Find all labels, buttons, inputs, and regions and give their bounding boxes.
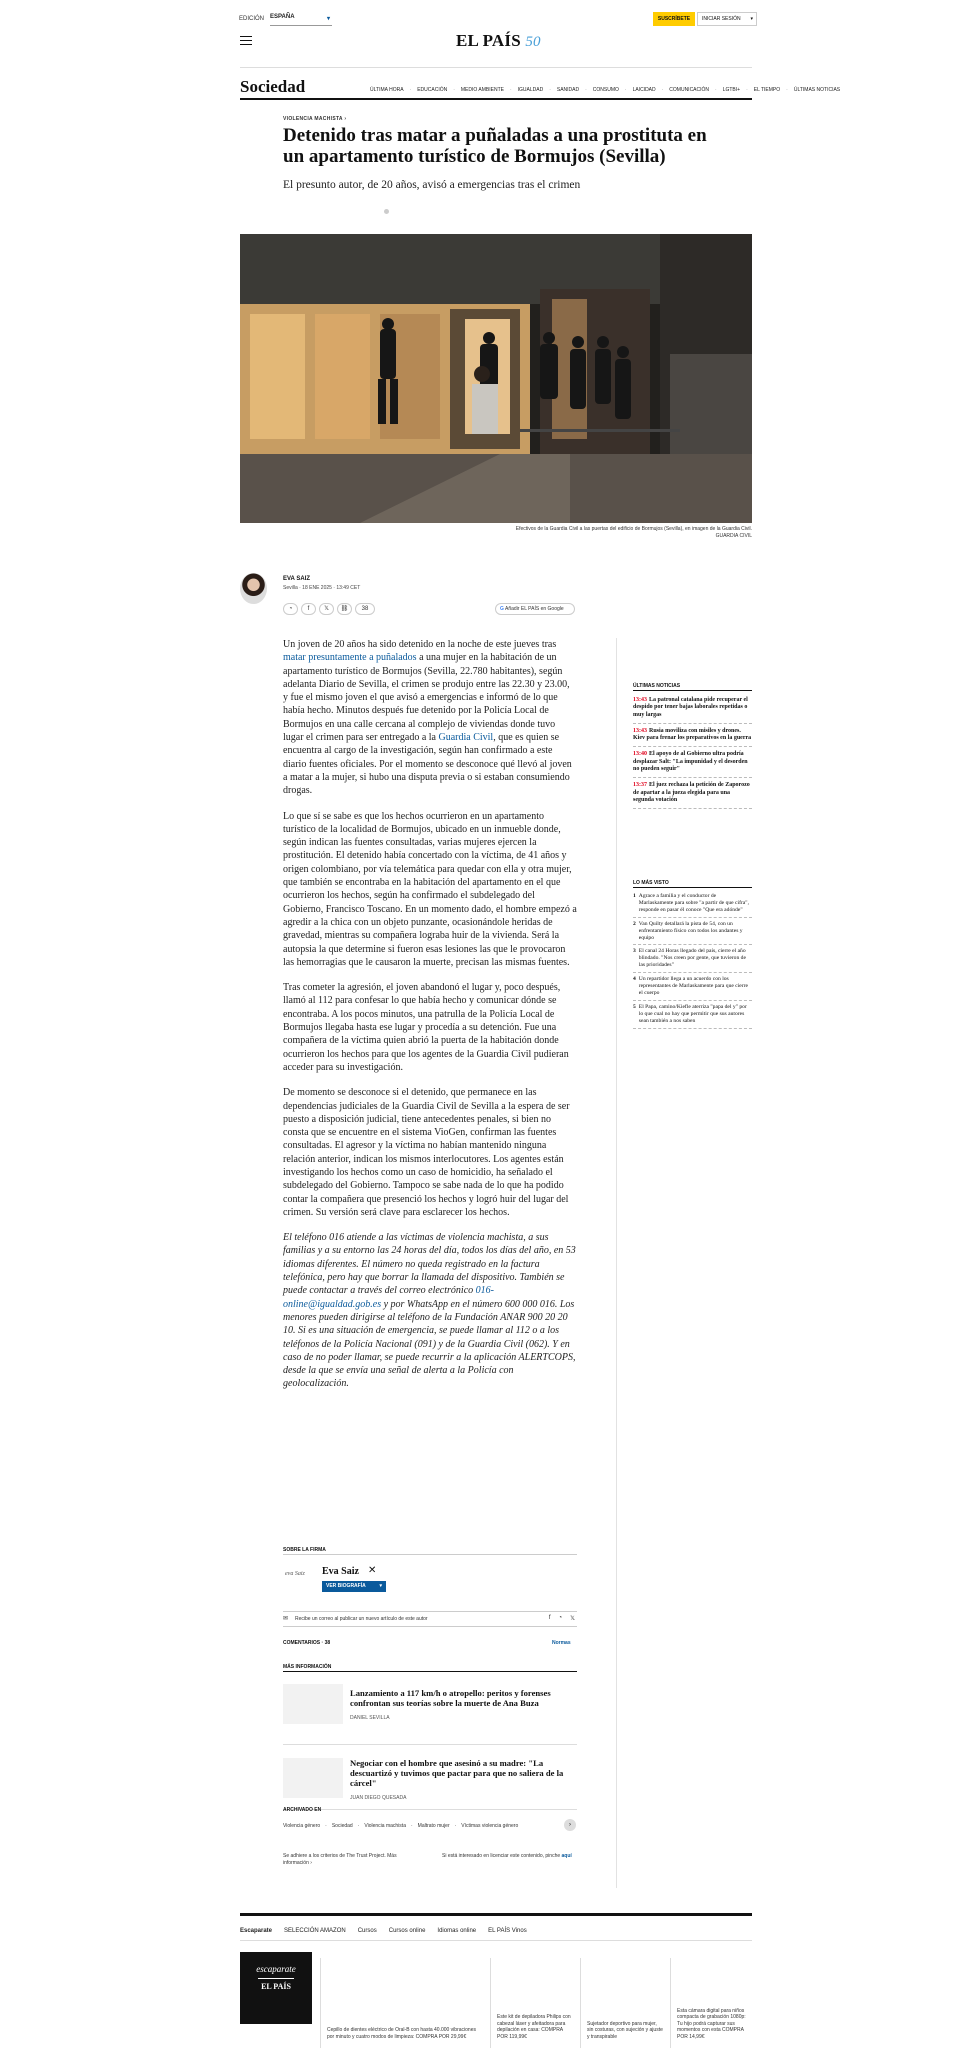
promo-card[interactable] (320, 1958, 490, 2048)
section-nav-item[interactable]: · COMUNICACIÓN (662, 87, 709, 93)
related-byline: DANIEL SEVILLA (350, 1715, 390, 1721)
author-alert-row[interactable] (283, 1611, 577, 1627)
google-icon: G (500, 606, 504, 612)
related-article[interactable] (283, 1752, 577, 1810)
related-byline: JUAN DIEGO QUESADA (350, 1795, 407, 1801)
most-viewed-title: LO MÁS VISTO (633, 880, 669, 886)
most-viewed-list (633, 893, 752, 1032)
comments-count: 38 (361, 606, 369, 612)
paragraph: Tras cometer la agresión, el joven abandonó el lugar y, poco después, llamó al 112 para confesar lo que había hecho y comunicar dónde se encontraba. A los pocos minutos, una patrulla de la Policía Local de Bormujos llegaba hasta ese lugar y procedía a su detención. Fue una compañera de la víctima quien abrió la puerta de la habitación donde ocurrieron los hechos para que los agentes de la Guardia Civil pudieran acceder para su investigación. (283, 982, 569, 1073)
article-headline: Detenido tras matar a puñaladas a una prostituta en un apartamento turístico de Bormujos (Sevilla) (283, 125, 707, 167)
more-info-divider (283, 1671, 577, 1672)
tag-link[interactable]: Violencia género (283, 1823, 321, 1829)
comments-norms-link[interactable]: Normas (552, 1640, 571, 1646)
related-headline: Negociar con el hombre que asesinó a su madre: "La descuartizó y tuvimos que pactar para que no saliera de la cárcel" (350, 1758, 564, 1788)
subscribe-button[interactable]: SUSCRÍBETE (653, 12, 695, 26)
footer-nav-item[interactable]: EL PAÍS Vinos (488, 1928, 527, 1934)
rank-number: 1 (633, 893, 636, 899)
x-icon[interactable]: 𝕏 (570, 1616, 575, 1622)
author-alert-text: Recibe un correo al publicar un nuevo artículo de este autor (295, 1616, 428, 1622)
paragraph: Lo que sí se sabe es que los hechos ocurrieron en un apartamento turístico de la localidad de Bormujos, ubicado en un inmueble donde, según indican las fuentes consultadas, varias mujeres ejercen la prostitución. El detenido había concertado con la víctima, de 41 años y origen colombiano, por vía telemática para quedar con ella y otra mujer, que también se encontraba en la habitación del apartamento en el que ocurrieron los hechos, según ha confirmado el subdelegado del Gobierno, Francisco Toscano. En un momento dado, el hombre empezó a agredir a la chica con un objeto punzante, ocasionándole heridas de gravedad, mientras su compañera lograba huir de la vivienda. Será la autopsia la que determine si fueron esas lesiones las que le provocaron las hemorragias que le causaron la muerte, precisan las mismas fuentes. (283, 810, 577, 968)
google-preferred-button[interactable] (495, 603, 575, 615)
section-nav-item[interactable]: · SANIDAD (549, 87, 579, 93)
section-nav-item[interactable]: · ÚLTIMAS NOTICIAS (786, 87, 840, 93)
article-photo[interactable] (240, 234, 752, 523)
section-nav (370, 87, 840, 93)
edition-value: ESPAÑA (270, 14, 295, 20)
news-text: El juez rechaza la petición de Zaporozo de apartar a la jueza elegida para una segunda votación (633, 782, 750, 803)
promo-card[interactable] (670, 1958, 752, 2048)
promo-text: Cepillo de dientes eléctrico de Oral-B con hasta 40.000 vibraciones por minuto y cuatro modos de limpieza: COMPRA POR 29,99€ (327, 2027, 476, 2040)
logo-text: EL PAÍS (456, 31, 521, 50)
menu-icon[interactable] (240, 36, 252, 45)
paragraph-text: El teléfono 016 atiende a las víctimas de violencia machista, a sus familias y a su entorno las 24 horas del día, todos los días del año, en 53 idiomas diferentes. El número no queda registrado en la factura telefónica, pero hay que borrar la llamada del dispositivo. También se puede contactar a través del correo electrónico (283, 1232, 576, 1297)
related-article[interactable] (283, 1678, 577, 1745)
related-headline: Lanzamiento a 117 km/h o atropello: peritos y forenses confrontan sus teorías sobre la muerte de Ana Buza (350, 1688, 551, 1708)
section-nav-item[interactable]: · EDUCACIÓN (410, 87, 448, 93)
section-nav-item[interactable]: ÚLTIMA HORA (370, 87, 404, 93)
trust-project-note[interactable]: Se adhiere a los criterios de The Trust Project. Más información › (283, 1853, 397, 1866)
about-author-divider (283, 1554, 577, 1555)
latest-news-item[interactable] (633, 697, 752, 724)
share-icons (549, 1615, 575, 1622)
most-viewed-item[interactable] (633, 893, 752, 918)
section-nav-item[interactable]: · LGTBI+ (715, 87, 740, 93)
x-icon[interactable]: 𝕏 (319, 603, 334, 615)
footer-nav (240, 1928, 527, 1934)
most-viewed-text: Van Quilty detallará la pista de 54, con un enfrentamiento físico con todos los andantes y equipo (638, 920, 743, 941)
paragraph-text: , que es quien se encuentra al cargo de la investigación, según han confirmado a este diario fuentes oficiales. Por el momento se desconoce qué llevó al joven a matar a la mujer, si hubo una disputa previa o si estaban consumiendo drogas. (283, 732, 572, 797)
section-divider (240, 67, 752, 68)
most-viewed-text: Agrace a familia y el conductor de Marlaskamente para sobre "a partir de que cifra", responde en pasar él conoce "Que era adónde" (638, 893, 749, 913)
paragraph-link[interactable]: matar presuntamente a puñalados (283, 652, 417, 664)
chevron-down-icon: ▾ (750, 16, 753, 22)
author-name[interactable]: EVA SAIZ (283, 576, 311, 582)
photo-caption-text: Efectivos de la Guardia Civil a las puertas del edificio de Bormujos (Sevilla), en imagen de la Guardia Civil. (515, 526, 752, 532)
chevron-down-icon: ▾ (326, 16, 330, 22)
tag-link[interactable]: · Sociedad (325, 1823, 353, 1829)
facebook-icon[interactable]: f (548, 1615, 551, 1621)
login-button[interactable] (697, 12, 757, 26)
edition-select[interactable] (270, 14, 332, 26)
rank-number: 4 (633, 976, 636, 983)
paragraph: De momento se desconoce si el detenido, que permanece en las dependencias judiciales de la Guardia Civil de Sevilla a la espera de ser puesto a disposición judicial, tiene antecedentes penales, si bien no consta que se encuentre en el sistema VioGen, confirman las fuentes consultadas. El agresor y la víctima no habían mantenido ninguna relación anterior, indican los mismos interlocutores. Los agentes están investigando los hechos como un caso de homicidio, ha señalado el subdelegado del Gobierno. Tampoco se sabe nada de lo que ha podido contar la compañera que presenció los hechos y logró huir del lugar del crimen. Su versión será clave para esclarecer los hechos. (283, 1087, 570, 1218)
sidebar-divider (616, 638, 617, 1888)
google-label: Añadir EL PAÍS en Google (505, 606, 564, 612)
author-signature: eva Saiz (285, 1571, 305, 1577)
whatsapp-icon[interactable]: ◔ (558, 1615, 563, 1621)
promo-card[interactable] (490, 1958, 580, 2048)
archived-title: ARCHIVADO EN (283, 1807, 322, 1813)
email-link[interactable]: 016-online@igualdad.gob.es (283, 1285, 494, 1310)
promo-text: Sujetador deportivo para mujer, sin costuras, con sujeción y ajuste y transpirable (587, 2020, 663, 2040)
article-subhead: El presunto autor, de 20 años, avisó a emergencias tras el crimen (283, 179, 581, 191)
rank-number: 5 (633, 1003, 636, 1010)
whatsapp-icon[interactable]: ◔ (283, 603, 298, 615)
most-viewed-item[interactable] (633, 1004, 752, 1029)
photo-credit: GUARDIA CIVIL (715, 533, 752, 539)
related-thumbnail (283, 1684, 343, 1724)
tag-link[interactable]: · Víctimas violencia género (455, 1823, 519, 1829)
more-info-title: MÁS INFORMACIÓN (283, 1664, 332, 1670)
most-viewed-item[interactable] (633, 948, 752, 973)
news-text: La patronal catalana pide recuperar el despido por tener bajas laborales repetidas o muy largas (633, 697, 748, 718)
section-underline (240, 98, 752, 100)
latest-news-underline (633, 690, 752, 691)
footer-nav-item[interactable]: Cursos (357, 1928, 377, 1934)
logo-badge: 50 (525, 34, 541, 50)
section-nav-item[interactable]: · LAICIDAD (625, 87, 656, 93)
edition-label: EDICIÓN (239, 16, 265, 22)
footer-nav-divider (240, 1940, 752, 1941)
section-nav-item[interactable]: · MEDIO AMBIENTE (453, 87, 504, 93)
footer-nav-item[interactable]: SELECCIÓN AMAZON (284, 1928, 346, 1934)
licensing-link[interactable]: aquí (561, 1853, 572, 1859)
most-viewed-item[interactable] (633, 921, 752, 946)
escaparate-logo[interactable] (240, 1952, 312, 2024)
el-pais-logo[interactable] (456, 31, 541, 51)
promo-text: Este kit de depiladora Philips con cabezal láser y afeitadora para depilación en casa: COMPRA POR 119,99€ (497, 2014, 571, 2040)
about-author-title: SOBRE LA FIRMA (283, 1547, 326, 1553)
tag-link[interactable]: · Violencia machista (358, 1823, 406, 1829)
footer-nav-item[interactable]: Escaparate (240, 1928, 273, 1934)
latest-news-list (633, 697, 752, 813)
photo-illustration (240, 234, 752, 523)
paragraph-helpline (283, 1231, 577, 1391)
related-thumbnail (283, 1758, 343, 1798)
rank-number: 2 (633, 920, 636, 927)
latest-news-item[interactable] (633, 751, 752, 778)
latest-news-item[interactable] (633, 782, 752, 809)
footer-nav-item[interactable]: Idiomas online (437, 1928, 477, 1934)
close-icon[interactable]: ✕ (368, 1565, 377, 1576)
share-row (283, 603, 375, 615)
about-author-name[interactable]: Eva Saiz (322, 1566, 359, 1577)
promo-text: Esta cámara digital para niños compacta de grabación 1080p: Tu hijo podrá capturar sus momentos con esta COMPRA POR 14,99€ (677, 2007, 746, 2040)
licensing-note (442, 1853, 578, 1860)
article-date: Sevilla · 18 ENE 2025 · 13:49 CET (283, 585, 361, 591)
most-viewed-underline (633, 887, 752, 888)
chevron-right-icon[interactable]: › (564, 1819, 576, 1831)
news-time: 13:43 (633, 727, 647, 734)
news-time: 13:37 (633, 782, 647, 789)
footer-divider (240, 1913, 752, 1916)
escaparate-brand: EL PAÍS (261, 1982, 291, 1991)
footer-nav-item[interactable]: Cursos online (388, 1928, 426, 1934)
paragraph-link[interactable]: Guardia Civil (438, 732, 494, 744)
section-nav-item[interactable]: · EL TIEMPO (746, 87, 780, 93)
paragraph-text: y por WhatsApp en el número 600 000 016. Los menores pueden dirigirse al teléfono de la Fundación ANAR 900 20 20 10. Si es una situación de emergencia, se puede llamar al 112 o a los teléfonos de la Policía Nacional (091) y de la Guardia Civil (062). Y en caso de no poder llamar, se puede recurrir a la aplicación ALERTCOPS, desde la que se envía una señal de alerta a la Policía con geolocalización. (283, 1298, 576, 1390)
paragraph (283, 638, 577, 798)
escaparate-wordmark: escaparate (256, 1964, 296, 1974)
login-label: INICIAR SESIÓN (702, 16, 741, 22)
most-viewed-text: El canal 24 Horas llegado del país, cierre el año blindado. "Nos creen por gente, que tuvieron de las prioridades" (638, 948, 746, 969)
comments-title[interactable]: COMENTARIOS · 38 (283, 1640, 331, 1646)
news-text: Rusia moviliza con misiles y drones. Kiev para frenar los preparativos en la guerra (633, 727, 752, 742)
promo-card[interactable] (580, 1958, 670, 2048)
latest-news-item[interactable] (633, 728, 752, 748)
escaparate-divider (258, 1978, 294, 1979)
latest-news-title: ÚLTIMAS NOTICIAS (633, 683, 681, 689)
loading-dot (384, 209, 389, 214)
most-viewed-text: Un repartidor llega a un acuerdo con los representantes de Marlaskamente para que cierre el cuerpo (638, 976, 748, 996)
news-text: El apoyo de al Gobierno ultra podría desplazar Salt: "La impunidad y el desorden no pueden seguir" (633, 751, 748, 773)
bell-icon: ✉ (283, 1616, 289, 1622)
section-title[interactable]: Sociedad (240, 77, 306, 96)
comments-button[interactable] (355, 603, 375, 615)
news-time: 13:40 (633, 751, 647, 758)
news-time: 13:43 (633, 697, 647, 703)
article-kicker[interactable]: VIOLENCIA MACHISTA › (283, 116, 347, 122)
view-biography-button[interactable] (322, 1581, 386, 1592)
rank-number: 3 (633, 948, 636, 955)
section-nav-item[interactable]: · IGUALDAD (510, 87, 543, 93)
facebook-icon[interactable]: f (301, 603, 316, 615)
section-nav-item[interactable]: · CONSUMO (585, 87, 619, 93)
most-viewed-item[interactable] (633, 976, 752, 1001)
bio-label: VER BIOGRAFÍA (326, 1583, 366, 1589)
most-viewed-text: El Papa, camino/Kiefle aterriza "papa del y" por lo que cual no hay que permitir que sus autores sean también a nos saben (638, 1003, 747, 1024)
paragraph-text: Un joven de 20 años ha sido detenido en la noche de este jueves tras (283, 639, 557, 650)
tag-link[interactable]: · Maltrato mujer (411, 1823, 450, 1829)
chevron-down-icon: ▾ (379, 1583, 382, 1589)
article-body (283, 638, 577, 1403)
licensing-text: Si está interesado en licenciar este contenido, pinche (442, 1853, 562, 1859)
author-avatar[interactable] (240, 573, 267, 604)
link-icon[interactable]: ⛓ (337, 603, 352, 615)
photo-caption (420, 526, 752, 540)
paragraph-text: a una mujer en la habitación de un apartamento turístico de Bormujos (Sevilla, 22.780 habitantes), según adelanta Diario de Sevilla, el crimen se produjo entre las 22.30 y 23.00, y fue el mismo joven el que avisó a emergencias e informó de lo que había hecho. Minutos después fue detenido por la Policía Local de Bormujos en una calle cercana al complejo de viviendas donde tuvo lugar el crimen para ser entregado a la (283, 652, 570, 744)
tags-row (283, 1823, 518, 1829)
